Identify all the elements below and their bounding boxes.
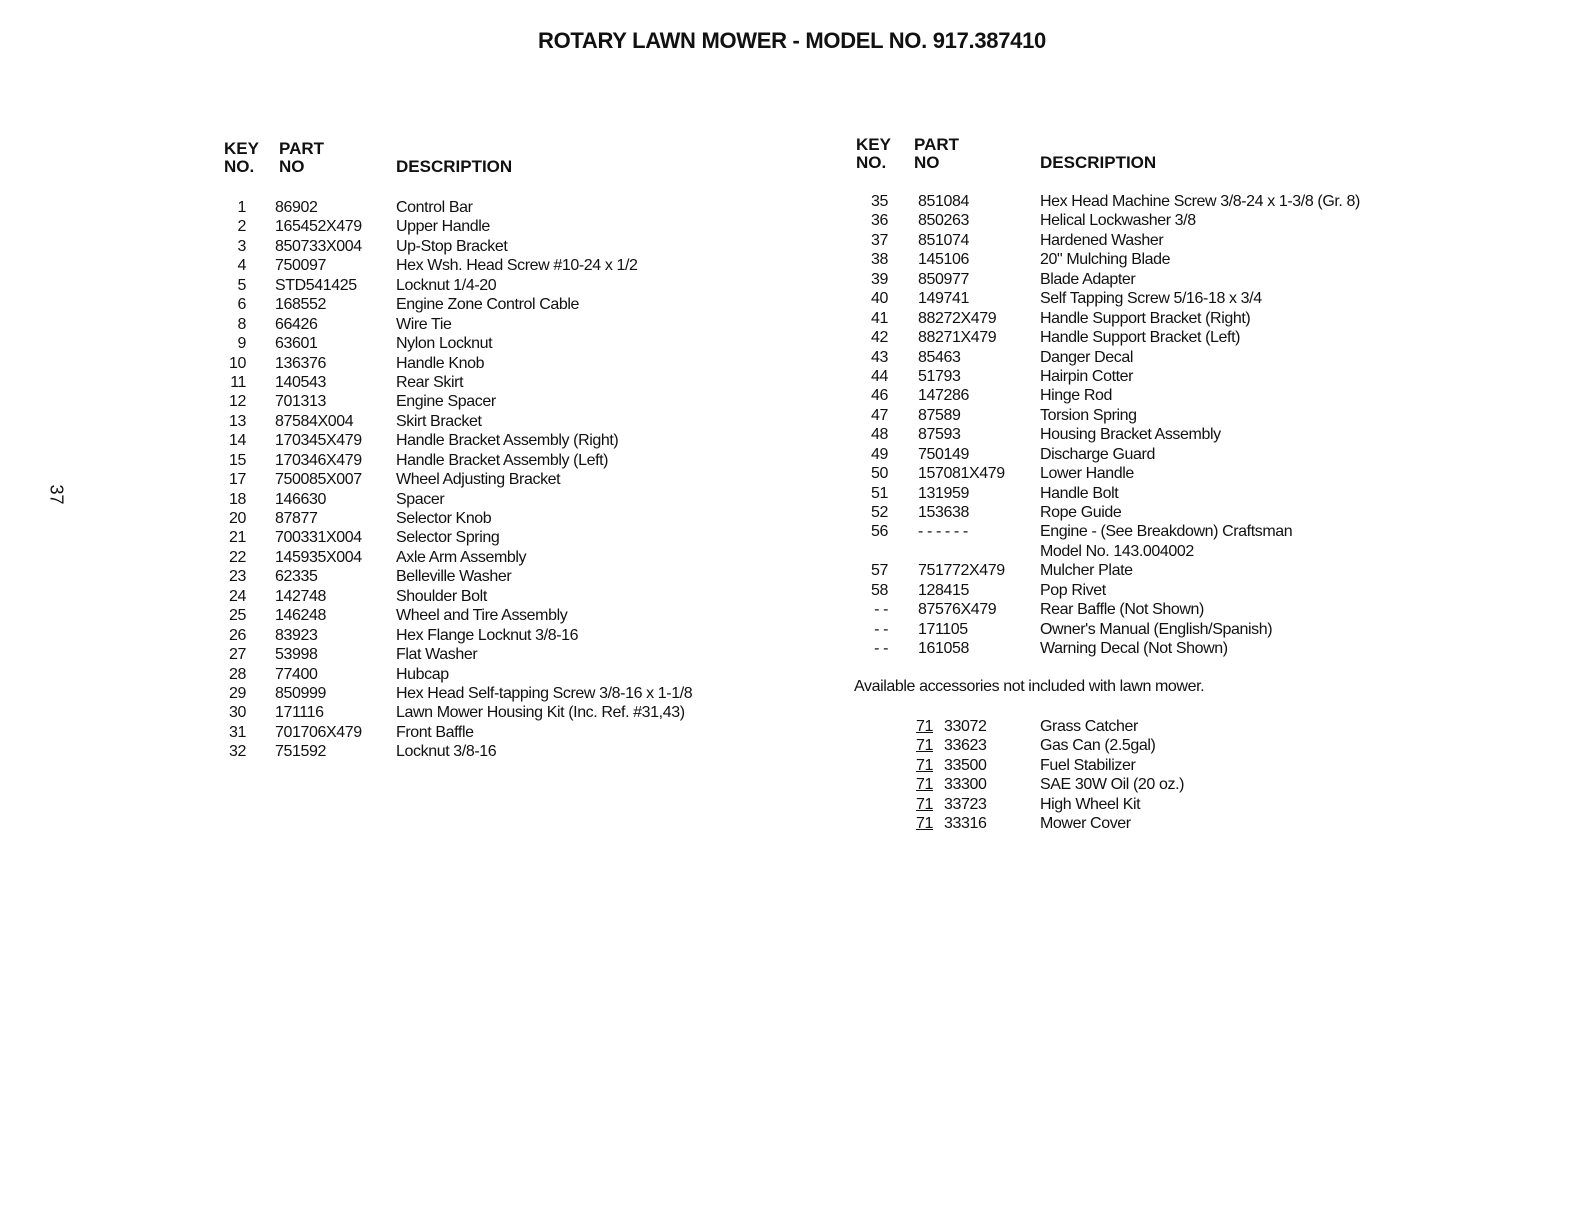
accessories-note: Available accessories not included with lawn mower. bbox=[854, 678, 1205, 695]
table-row bbox=[856, 522, 1476, 541]
description: Front Baffle bbox=[396, 723, 474, 741]
description-header: DESCRIPTION bbox=[396, 157, 513, 176]
key-no: 32 bbox=[229, 743, 246, 761]
part-no: 149741 bbox=[918, 290, 969, 308]
part-no-header bbox=[914, 136, 959, 172]
table-row bbox=[224, 742, 764, 761]
parts-list-right bbox=[856, 136, 1476, 659]
accessory-part-no: 33500 bbox=[944, 756, 987, 774]
description: Hardened Washer bbox=[1040, 231, 1164, 249]
table-row bbox=[856, 192, 1476, 211]
key-no: 57 bbox=[871, 562, 888, 580]
key-no: 52 bbox=[871, 504, 888, 521]
header-key-line1: KEY bbox=[856, 135, 891, 154]
table-row bbox=[224, 431, 764, 450]
key-no: 13 bbox=[229, 412, 246, 430]
key-no: 11 bbox=[230, 373, 246, 391]
key-no: 23 bbox=[229, 568, 246, 586]
table-row bbox=[224, 509, 764, 528]
part-no: 701706X479 bbox=[275, 723, 362, 741]
key-no: 14 bbox=[229, 432, 246, 450]
key-no: 41 bbox=[871, 309, 888, 327]
description: Hex Head Self-tapping Screw 3/8-16 x 1-1/8 bbox=[396, 684, 693, 702]
table-row bbox=[856, 445, 1476, 464]
part-no: 165452X479 bbox=[275, 218, 362, 236]
part-no: 850977 bbox=[918, 270, 969, 288]
table-row bbox=[856, 328, 1476, 347]
accessory-description: Grass Catcher bbox=[1040, 718, 1138, 735]
key-no: 17 bbox=[229, 471, 246, 489]
description: Handle Bracket Assembly (Right) bbox=[396, 432, 619, 450]
key-no: 29 bbox=[229, 684, 246, 702]
accessory-prefix: 71 bbox=[916, 815, 933, 833]
description: Handle Support Bracket (Right) bbox=[1040, 309, 1251, 327]
table-row bbox=[224, 684, 764, 703]
key-no: 51 bbox=[871, 484, 888, 502]
key-no: 46 bbox=[871, 387, 888, 405]
part-no: 168552 bbox=[275, 296, 326, 314]
header-key-line2: NO. bbox=[856, 153, 887, 172]
description: Engine Zone Control Cable bbox=[396, 296, 580, 314]
parts-list-left bbox=[224, 140, 764, 762]
accessory-description: SAE 30W Oil (20 oz.) bbox=[1040, 776, 1185, 794]
part-no: 170346X479 bbox=[275, 451, 362, 469]
part-no: 146630 bbox=[275, 490, 326, 508]
part-no: 87877 bbox=[275, 510, 318, 527]
description: Selector Knob bbox=[396, 510, 492, 527]
key-no: 2 bbox=[237, 218, 246, 236]
table-row bbox=[856, 542, 1476, 561]
part-no: 87584X004 bbox=[275, 412, 354, 430]
accessory-part-no: 33723 bbox=[944, 795, 987, 813]
part-no: 62335 bbox=[275, 568, 318, 586]
key-no: - - bbox=[874, 620, 888, 638]
table-row bbox=[224, 295, 764, 314]
table-row bbox=[856, 620, 1476, 639]
key-no: 18 bbox=[229, 490, 246, 508]
key-no: 12 bbox=[229, 393, 246, 411]
key-no: 8 bbox=[237, 315, 246, 333]
key-no: 24 bbox=[229, 587, 246, 605]
table-row bbox=[224, 373, 764, 392]
part-no: 87589 bbox=[918, 406, 961, 424]
table-row bbox=[856, 639, 1476, 658]
header-part-line1: PART bbox=[279, 139, 325, 158]
table-row bbox=[224, 606, 764, 625]
part-no: 171116 bbox=[275, 704, 324, 722]
table-row bbox=[856, 270, 1476, 289]
part-no: 145935X004 bbox=[275, 548, 362, 566]
key-no: 35 bbox=[871, 193, 888, 210]
description: Up-Stop Bracket bbox=[396, 237, 508, 255]
part-no: STD541425 bbox=[275, 276, 357, 294]
accessory-description: Fuel Stabilizer bbox=[1040, 756, 1136, 774]
part-no: 87593 bbox=[918, 426, 961, 444]
table-row bbox=[856, 289, 1476, 308]
part-no: 146248 bbox=[275, 607, 326, 625]
table-row bbox=[224, 528, 764, 547]
description: Nylon Locknut bbox=[396, 335, 493, 353]
part-no: 87576X479 bbox=[918, 601, 997, 619]
part-no: 850999 bbox=[275, 684, 326, 702]
part-no: 850263 bbox=[918, 212, 969, 230]
description: Axle Arm Assembly bbox=[396, 548, 527, 566]
header-key-line1: KEY bbox=[224, 139, 259, 158]
description: Hex Head Machine Screw 3/8-24 x 1-3/8 (Gr. 8) bbox=[1040, 193, 1360, 210]
key-no: 6 bbox=[237, 296, 246, 314]
key-no-header bbox=[224, 140, 259, 176]
description: Belleville Washer bbox=[396, 568, 512, 586]
key-no: 5 bbox=[237, 276, 246, 294]
description: Locknut 3/8-16 bbox=[396, 743, 497, 761]
description: Hex Flange Locknut 3/8-16 bbox=[396, 626, 579, 644]
part-no: 700331X004 bbox=[275, 529, 362, 547]
left-rows bbox=[224, 198, 764, 762]
table-row bbox=[856, 464, 1476, 483]
part-no: 66426 bbox=[275, 315, 318, 333]
accessory-part-no: 33072 bbox=[944, 718, 987, 735]
table-row bbox=[224, 665, 764, 684]
part-no: 171105 bbox=[918, 620, 968, 638]
key-no: 3 bbox=[237, 237, 246, 255]
table-row bbox=[224, 217, 764, 236]
part-no-header bbox=[279, 140, 324, 176]
table-row bbox=[224, 392, 764, 411]
header-part-line2: NO bbox=[279, 157, 305, 176]
key-no: 31 bbox=[229, 723, 246, 741]
table-row bbox=[856, 406, 1476, 425]
table-row bbox=[224, 723, 764, 742]
description: Wire Tie bbox=[396, 315, 452, 333]
key-no: - - bbox=[874, 640, 888, 658]
part-no: 851074 bbox=[918, 231, 969, 249]
description: Flat Washer bbox=[396, 646, 478, 664]
table-row bbox=[224, 703, 764, 722]
part-no: 128415 bbox=[918, 581, 969, 599]
table-row bbox=[224, 276, 764, 295]
key-no: 43 bbox=[871, 348, 888, 366]
key-no: - - bbox=[874, 601, 888, 619]
key-no: 15 bbox=[229, 451, 246, 469]
part-no: 170345X479 bbox=[275, 432, 362, 450]
description: Pop Rivet bbox=[1040, 581, 1106, 599]
description: Locknut 1/4-20 bbox=[396, 276, 497, 294]
key-no: 4 bbox=[237, 257, 246, 275]
key-no: 39 bbox=[871, 270, 888, 288]
part-no: 51793 bbox=[918, 367, 961, 385]
description: Mulcher Plate bbox=[1040, 562, 1133, 580]
part-no: 131959 bbox=[918, 484, 969, 502]
part-no: 85463 bbox=[918, 348, 961, 366]
part-no: 53998 bbox=[275, 646, 318, 664]
header-part-line1: PART bbox=[914, 135, 960, 154]
description: Hinge Rod bbox=[1040, 387, 1113, 405]
page-number: 37 bbox=[46, 484, 67, 505]
description: Skirt Bracket bbox=[396, 412, 482, 430]
description: Spacer bbox=[396, 490, 445, 508]
part-no: - - - - - - bbox=[918, 523, 968, 541]
key-no: 50 bbox=[871, 465, 888, 483]
description: Warning Decal (Not Shown) bbox=[1040, 640, 1228, 658]
part-no: 86902 bbox=[275, 199, 318, 216]
description: Hex Wsh. Head Screw #10-24 x 1/2 bbox=[396, 257, 638, 275]
accessory-prefix: 71 bbox=[916, 718, 933, 735]
header-key-line2: NO. bbox=[224, 157, 255, 176]
part-no: 851084 bbox=[918, 193, 969, 210]
key-no: 9 bbox=[237, 335, 246, 353]
table-row bbox=[856, 231, 1476, 250]
accessory-description: Mower Cover bbox=[1040, 815, 1131, 833]
key-no: 37 bbox=[871, 231, 888, 249]
table-row bbox=[224, 548, 764, 567]
table-row bbox=[856, 503, 1476, 522]
accessory-part-no: 33300 bbox=[944, 776, 987, 794]
part-no: 701313 bbox=[275, 393, 326, 411]
part-no: 145106 bbox=[918, 251, 969, 269]
description: Rear Baffle (Not Shown) bbox=[1040, 601, 1204, 619]
accessory-prefix: 71 bbox=[916, 795, 933, 813]
table-row bbox=[856, 425, 1476, 444]
right-rows bbox=[856, 192, 1476, 659]
accessory-prefix: 71 bbox=[916, 737, 933, 755]
description: Blade Adapter bbox=[1040, 270, 1136, 288]
part-no: 153638 bbox=[918, 504, 969, 521]
part-no: 88272X479 bbox=[918, 309, 997, 327]
key-no: 47 bbox=[871, 406, 888, 424]
description: Selector Spring bbox=[396, 529, 500, 547]
key-no: 42 bbox=[871, 329, 888, 347]
table-row bbox=[856, 386, 1476, 405]
table-row bbox=[224, 626, 764, 645]
description: Housing Bracket Assembly bbox=[1040, 426, 1221, 444]
accessory-description: High Wheel Kit bbox=[1040, 795, 1141, 813]
accessory-part-no: 33623 bbox=[944, 737, 987, 755]
part-no: 850733X004 bbox=[275, 237, 362, 255]
table-row bbox=[856, 600, 1476, 619]
description: Engine - (See Breakdown) Craftsman bbox=[1040, 523, 1293, 541]
description: Rope Guide bbox=[1040, 504, 1122, 521]
description: Engine Spacer bbox=[396, 393, 496, 411]
description: Handle Support Bracket (Left) bbox=[1040, 329, 1241, 347]
key-no: 26 bbox=[229, 626, 246, 644]
page-title: ROTARY LAWN MOWER - MODEL NO. 917.387410 bbox=[538, 28, 1046, 53]
table-row bbox=[224, 256, 764, 275]
key-no: 49 bbox=[871, 445, 888, 463]
table-row bbox=[856, 581, 1476, 600]
key-no: 20 bbox=[229, 510, 246, 527]
part-no: 751772X479 bbox=[918, 562, 1005, 580]
accessory-prefix: 71 bbox=[916, 756, 933, 774]
table-row bbox=[224, 354, 764, 373]
description: Hairpin Cotter bbox=[1040, 367, 1134, 385]
table-row bbox=[856, 348, 1476, 367]
description: Lower Handle bbox=[1040, 465, 1134, 483]
key-no: 48 bbox=[871, 426, 888, 444]
key-no: 56 bbox=[871, 523, 888, 541]
column-headers bbox=[224, 140, 764, 184]
description: Model No. 143.004002 bbox=[1040, 542, 1194, 560]
part-no: 750097 bbox=[275, 257, 326, 275]
description: Handle Bracket Assembly (Left) bbox=[396, 451, 609, 469]
description: Control Bar bbox=[396, 199, 473, 216]
key-no: 36 bbox=[871, 212, 888, 230]
description: Handle Knob bbox=[396, 354, 485, 372]
part-no: 83923 bbox=[275, 626, 318, 644]
part-no: 136376 bbox=[275, 354, 326, 372]
table-row bbox=[224, 490, 764, 509]
table-row bbox=[856, 309, 1476, 328]
description: Torsion Spring bbox=[1040, 406, 1137, 424]
description: Owner's Manual (English/Spanish) bbox=[1040, 620, 1273, 638]
accessory-part-no: 33316 bbox=[944, 815, 987, 833]
part-no: 750149 bbox=[918, 445, 969, 463]
part-no: 751592 bbox=[275, 743, 326, 761]
table-row bbox=[856, 211, 1476, 230]
key-no: 30 bbox=[229, 704, 246, 722]
table-row bbox=[224, 470, 764, 489]
description: Handle Bolt bbox=[1040, 484, 1119, 502]
table-row bbox=[856, 484, 1476, 503]
table-row bbox=[224, 645, 764, 664]
key-no: 25 bbox=[229, 607, 246, 625]
column-headers bbox=[856, 136, 1476, 180]
key-no-header bbox=[856, 136, 891, 172]
table-row bbox=[224, 198, 764, 217]
part-no: 147286 bbox=[918, 387, 969, 405]
table-row bbox=[856, 250, 1476, 269]
description: Discharge Guard bbox=[1040, 445, 1155, 463]
accessory-description: Gas Can (2.5gal) bbox=[1040, 737, 1156, 755]
description: 20" Mulching Blade bbox=[1040, 251, 1171, 269]
key-no: 22 bbox=[229, 548, 246, 566]
description: Hubcap bbox=[396, 665, 449, 683]
description: Wheel Adjusting Bracket bbox=[396, 471, 561, 489]
accessory-prefix: 71 bbox=[916, 776, 933, 794]
table-row bbox=[856, 561, 1476, 580]
description: Shoulder Bolt bbox=[396, 587, 487, 605]
key-no: 27 bbox=[229, 646, 246, 664]
part-no: 140543 bbox=[275, 373, 326, 391]
table-row bbox=[856, 367, 1476, 386]
table-row bbox=[224, 587, 764, 606]
key-no: 38 bbox=[871, 251, 888, 269]
table-row bbox=[224, 315, 764, 334]
key-no: 10 bbox=[229, 354, 246, 372]
table-row bbox=[224, 412, 764, 431]
part-no: 77400 bbox=[275, 665, 318, 683]
part-no: 142748 bbox=[275, 587, 326, 605]
description: Wheel and Tire Assembly bbox=[396, 607, 568, 625]
description: Rear Skirt bbox=[396, 373, 464, 391]
table-row bbox=[224, 334, 764, 353]
part-no: 88271X479 bbox=[918, 329, 997, 347]
description-header: DESCRIPTION bbox=[1040, 153, 1157, 172]
description: Lawn Mower Housing Kit (Inc. Ref. #31,43) bbox=[396, 704, 685, 722]
table-row bbox=[224, 567, 764, 586]
key-no: 40 bbox=[871, 290, 888, 308]
part-no: 63601 bbox=[275, 335, 318, 353]
description: Upper Handle bbox=[396, 218, 490, 236]
table-row bbox=[224, 451, 764, 470]
description: Self Tapping Screw 5/16-18 x 3/4 bbox=[1040, 290, 1262, 308]
part-no: 750085X007 bbox=[275, 471, 362, 489]
description: Danger Decal bbox=[1040, 348, 1134, 366]
header-part-line2: NO bbox=[914, 153, 940, 172]
key-no: 28 bbox=[229, 665, 246, 683]
part-no: 161058 bbox=[918, 640, 969, 658]
key-no: 58 bbox=[871, 581, 888, 599]
key-no: 21 bbox=[229, 529, 246, 547]
table-row bbox=[224, 237, 764, 256]
key-no: 1 bbox=[237, 199, 246, 216]
part-no: 157081X479 bbox=[918, 465, 1005, 483]
description: Helical Lockwasher 3/8 bbox=[1040, 212, 1196, 230]
key-no: 44 bbox=[871, 367, 888, 385]
